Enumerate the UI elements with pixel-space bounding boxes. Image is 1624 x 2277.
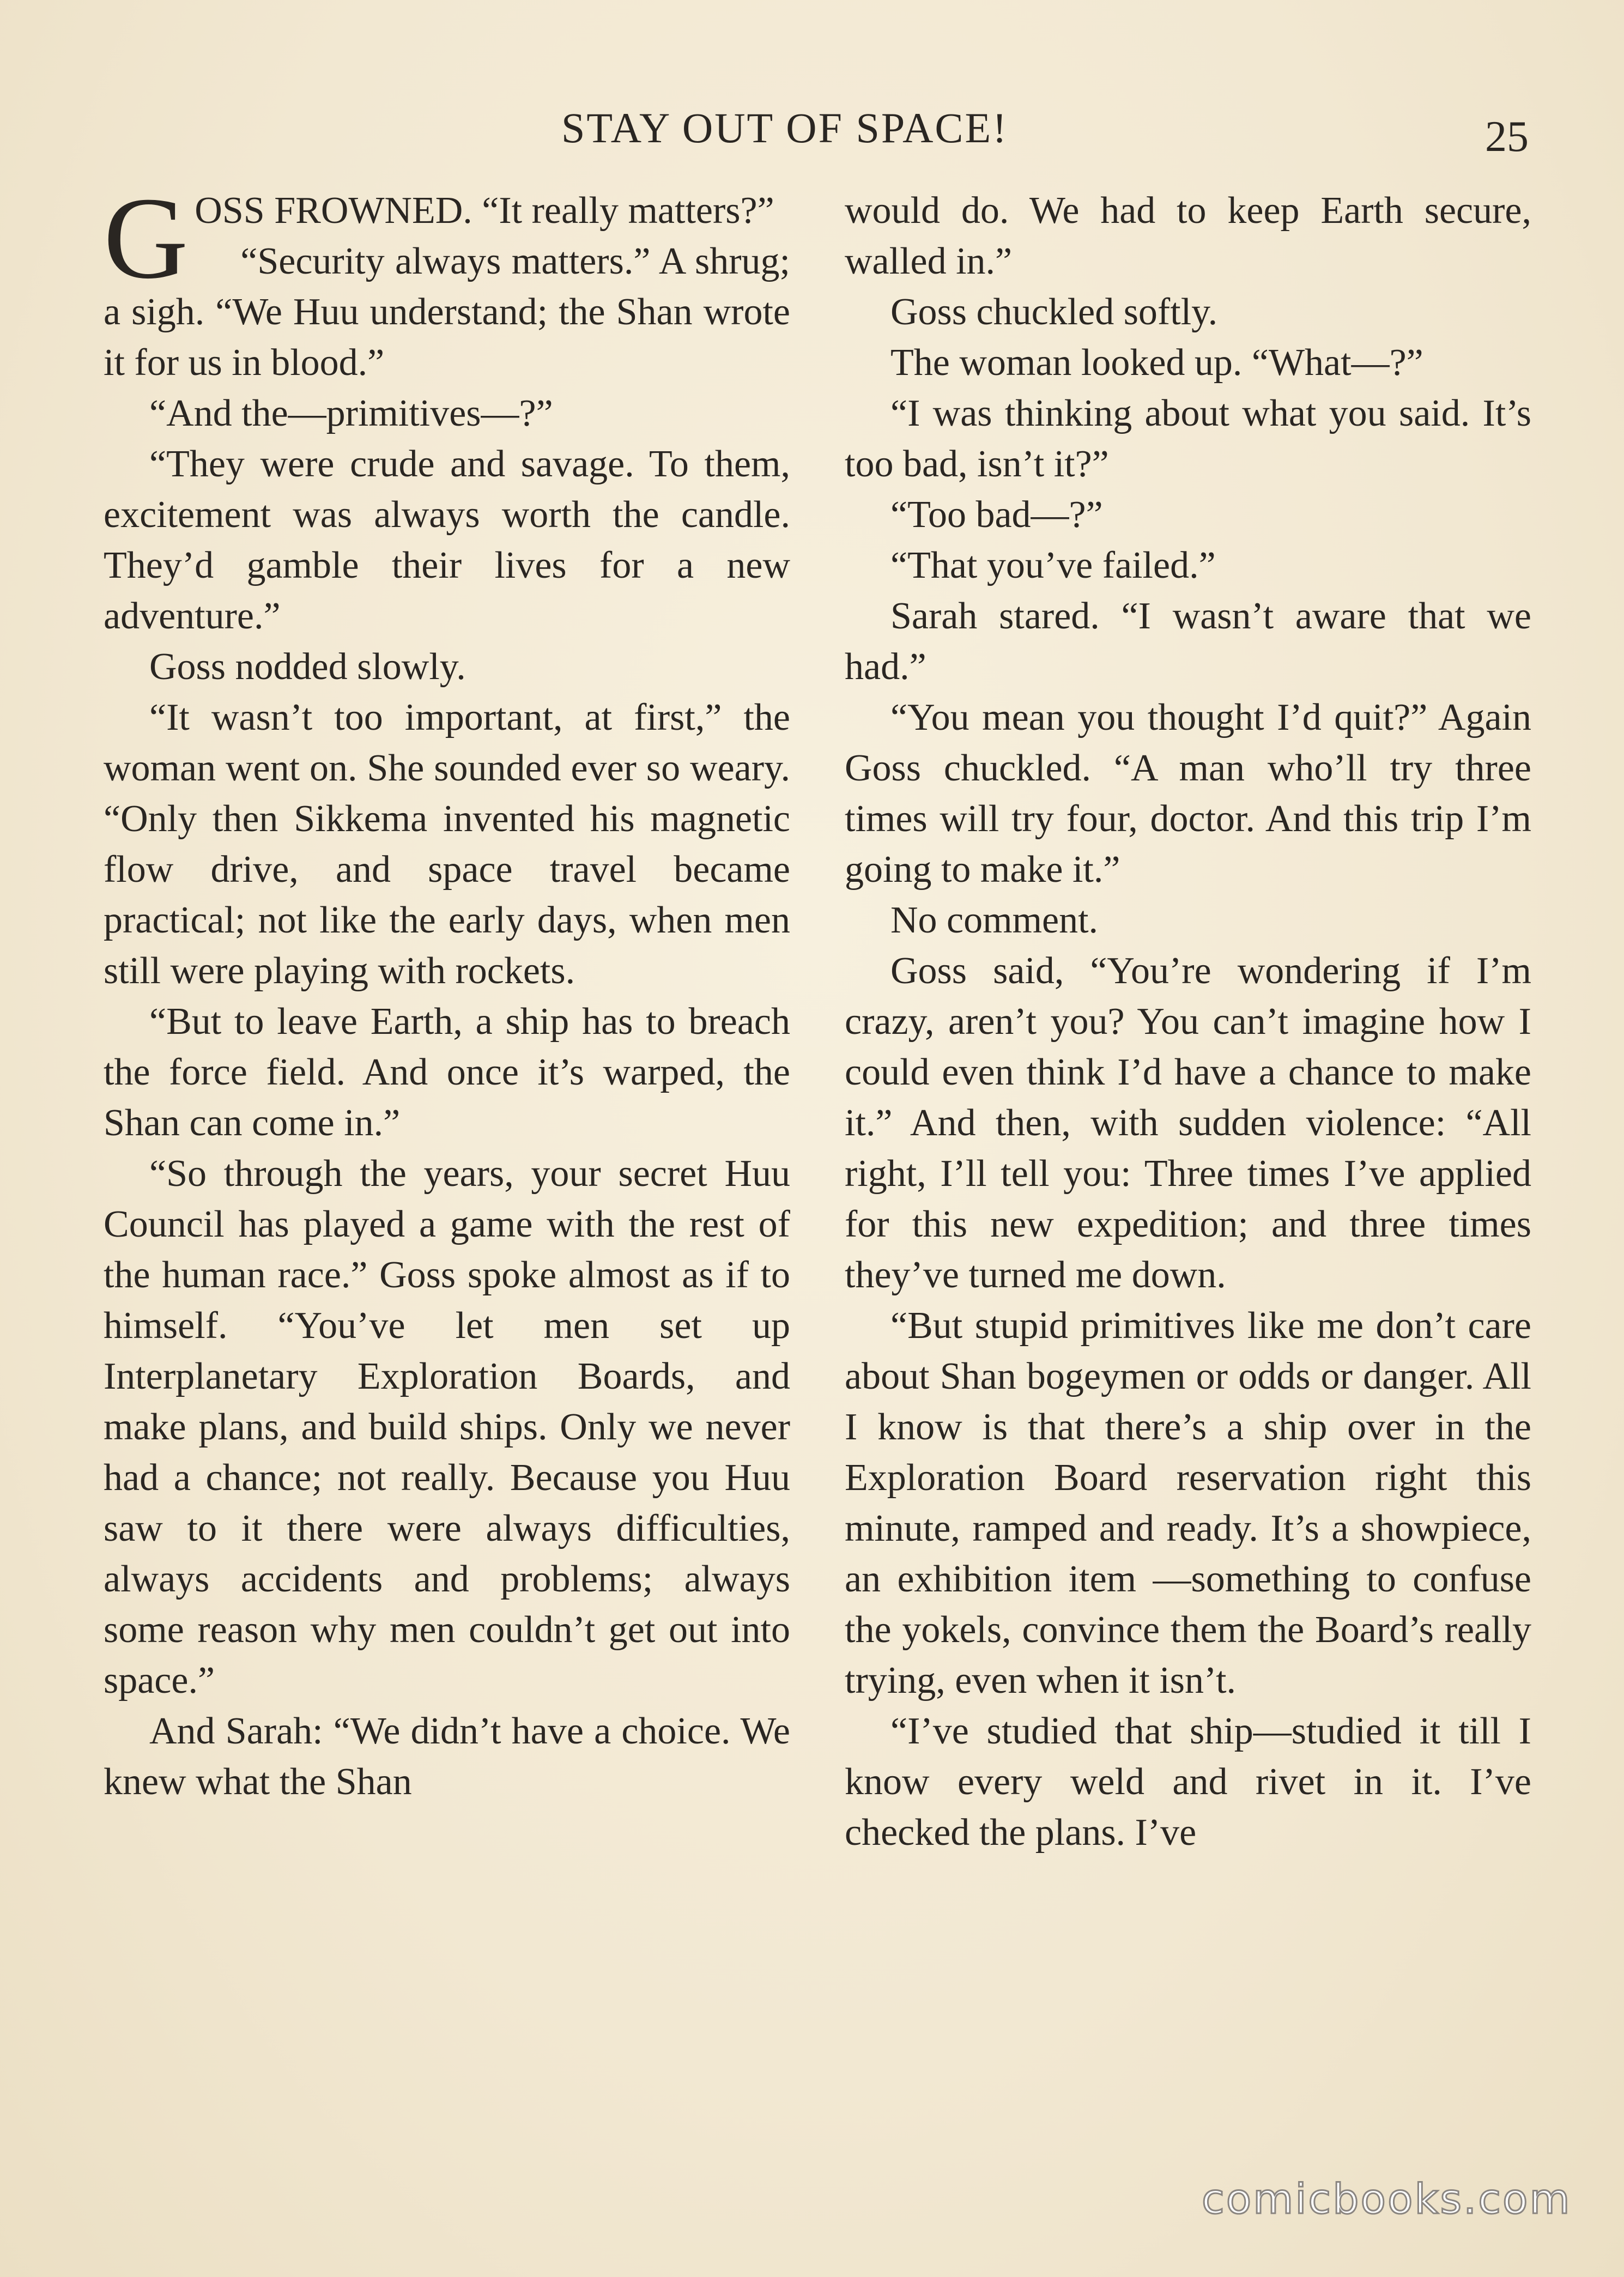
right-column (845, 185, 1531, 1858)
opening-paragraph (104, 173, 790, 303)
opening-text: OSS FROWNED. “It really matters?” (195, 190, 774, 232)
running-title: STAY OUT OF SPACE! (561, 104, 1009, 152)
paragraph: “So through the years, your secret Huu Council has played a game with the rest of the human race.” Goss spoke almost as if to himself. “You’ve let men set up Interplanetary Exploration Boards, and make plans, and build ships. Only we never had a chance; not really. Because you Huu saw to it there were always difficulties, always accidents and problems; always some reason why men couldn’t get out into space.” (104, 1153, 790, 1701)
paragraph: “Security always matters.” A shrug; a sigh. “We Huu understand; the Shan wrote it for us in blood.” (104, 240, 790, 384)
paragraph: “But to leave Earth, a ship has to breach the force field. And once it’s warped, the Shan can come in.” (104, 1001, 790, 1144)
paragraph: The woman looked up. “What—?” (890, 342, 1423, 384)
paragraph: “I’ve studied that ship—studied it till I know every weld and rivet in it. I’ve checked the plans. I’ve (845, 1710, 1531, 1854)
paragraph: Goss said, “You’re wondering if I’m crazy, aren’t you? You can’t imagine how I could even think I’d have a chance to make it.” And then, with sudden violence: “All right, I’ll tell you: Three times I’ve applied for this new expedition; and three times they’ve turned me down. (845, 950, 1531, 1296)
paragraph: “But stupid primitives like me don’t care about Shan bogeymen or odds or danger. All I know is that there’s a ship over in the Exploration Board reservation right this minute, ramped and ready. It’s a showpiece, an exhibition item —something to confuse the yokels, convince them the Board’s really trying, even when it isn’t. (845, 1305, 1531, 1701)
paragraph: No comment. (890, 899, 1099, 941)
paragraph: “You mean you thought I’d quit?” Again Goss chuckled. “A man who’ll try three times will try four, doctor. And this trip I’m going to make it.” (845, 697, 1531, 891)
paragraph: And Sarah: “We didn’t have a choice. We knew what the Shan (104, 1710, 790, 1803)
page-header (0, 104, 1624, 169)
paragraph: “They were crude and savage. To them, excitement was always worth the candle. They’d gamble their lives for a new adventure.” (104, 443, 790, 637)
paragraph: Goss nodded slowly. (149, 646, 466, 688)
paragraph: would do. We had to keep Earth secure, walled in.” (845, 190, 1531, 282)
paragraph: “Too bad—?” (890, 494, 1103, 536)
watermark: comicbooks.com (1202, 2175, 1572, 2223)
paragraph: Sarah stared. “I wasn’t aware that we had.” (845, 595, 1531, 688)
page-number: 25 (1485, 113, 1529, 161)
paragraph: “It wasn’t too important, at first,” the woman went on. She sounded ever so weary. “Only then Sikkema invented his magnetic flow drive, and space travel became practical; not like the early days, when men still were playing with rockets. (104, 697, 790, 992)
paragraph: Goss chuckled softly. (890, 291, 1218, 333)
paragraph: “That you’ve failed.” (890, 544, 1216, 586)
left-column (104, 173, 790, 1807)
drop-cap: G (104, 173, 189, 303)
paragraph: “And the—primitives—?” (149, 392, 553, 434)
paragraph: “I was thinking about what you said. It’s too bad, isn’t it?” (845, 392, 1531, 485)
